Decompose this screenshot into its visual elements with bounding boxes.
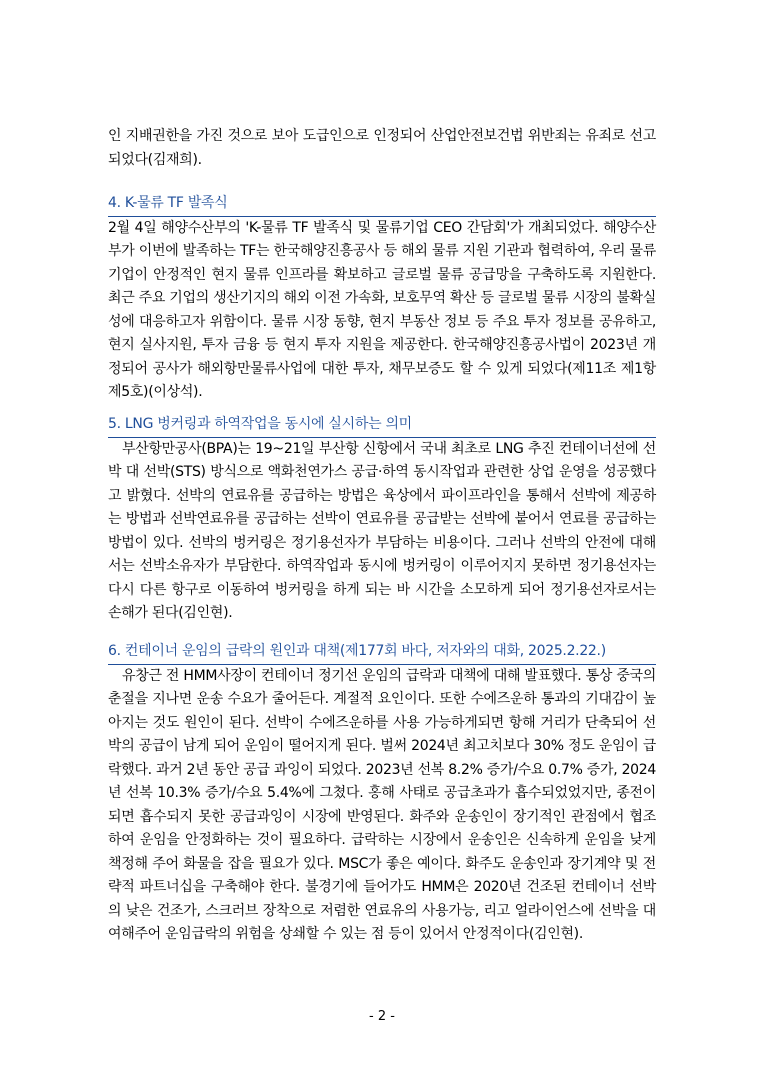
section-6-body: 유창근 전 HMM사장이 컨테이너 정기선 운임의 급락과 대책에 대해 발표했다. 통상 중국의 춘절을 지나면 운송 수요가 줄어든다. 계절적 요인이다. 또한 수에즈운하 통과의 기대감이 높아지는 것도 원인이 된다. 선박이 수에즈운하를 사용 가능하게되면 항해 거리가 단축되어 선박의 공급이 남게 되어 운임이 떨어지게 된다. 벌써 2024년 최고치보다 30% 정도 운임이 급락했다. 과거 2년 동안 공급 과잉이 되었다. 2023년 선복 8.2% 증가/수요 0.7% 증가, 2024년 선복 10.3% 증가/수요 5.4%에 그쳤다. 홍해 사태로 공급초과가 흡수되었었지만, 종전이 되면 흡수되지 못한 공급과잉이 시장에 반영된다. 화주와 운송인이 장기적인 관점에서 협조하여 운임을 안정화하는 것이 필요하다. 급락하는 시장에서 운송인은 신속하게 운임을 낮게 책정해 주어 화물을 잡을 필요가 있다. MSC가 좋은 예이다. 화주도 운송인과 장기계약 및 전략적 파트너십을 구축해야 한다. 불경기에 들어가도 HMM은 2020년 건조된 컨테이너 선박의 낮은 건조가, 스크러브 장착으로 저렴한 연료유의 사용가능, 리고 얼라이언스에 선박을 대여해주어 운임급락의 위험을 상쇄할 수 있는 점 등이 있어서 안정적이다(김인현). [108,667,656,942]
section-5-heading: 5. LNG 벙커링과 하역작업을 동시에 실시하는 의미 [108,416,412,432]
intro-paragraph: 인 지배권한을 가진 것으로 보아 도급인으로 인정되어 산업안전보건법 위반죄는 유죄로 선고되었다(김재희). [108,128,656,168]
section-4-body: 2월 4일 해양수산부의 'K-물류 TF 발족식 및 물류기업 CEO 간담회'가 개최되었다. 해양수산부가 이번에 발족하는 TF는 한국해양진흥공사 등 해외 물류 지원 기관과 협력하여, 우리 물류기업이 안정적인 현지 물류 인프라를 확보하고 글로벌 물류 공급망을 구축하도록 지원한다. 최근 주요 기업의 생산기지의 해외 이전 가속화, 보호무역 확산 등 글로벌 물류 시장의 불확실성에 대응하고자 위함이다. 물류 시장 동향, 현지 부동산 정보 등 주요 투자 정보를 공유하고, 현지 실사지원, 투자 금융 등 현지 투자 지원을 제공한다. 한국해양진흥공사법이 2023년 개정되어 공사가 해외항만물류사업에 대한 투자, 채무보증도 할 수 있게 되었다(제11조 제1항 제5호)(이상석). [108,219,656,400]
intro-block [108,125,656,172]
section-5-body: 부산항만공사(BPA)는 19~21일 부산항 신항에서 국내 최초로 LNG 추진 컨테이너선에 선박 대 선박(STS) 방식으로 액화천연가스 공급·하역 동시작업과 관련한 상업 운영을 성공했다고 밝혔다. 선박의 연료유를 공급하는 방법은 육상에서 파이프라인을 통해서 선박에 제공하는 방법과 선박연료유를 공급하는 선박이 연료유를 공급받는 선박에 붙어서 연료를 공급하는 방법이 있다. 선박의 벙커링은 정기용선자가 부담하는 비용이다. 그러나 선박의 안전에 대해서는 선박소유자가 부담한다. 하역작업과 동시에 벙커링이 이루어지지 못하면 정기용선자는 다시 다른 항구로 이동하여 벙커링을 하게 되는 바 시간을 소모하게 되어 정기용선자로서는 손해가 된다(김인현). [108,440,656,621]
page-number: - 2 - [369,1009,395,1024]
section-6 [108,640,656,947]
section-6-heading: 6. 컨테이너 운임의 급락의 원인과 대책(제177회 바다, 저자와의 대화, 2025.2.22.) [108,643,606,659]
section-4-heading: 4. K-물류 TF 발족식 [108,195,228,211]
section-5 [108,413,656,626]
section-4 [108,192,656,405]
